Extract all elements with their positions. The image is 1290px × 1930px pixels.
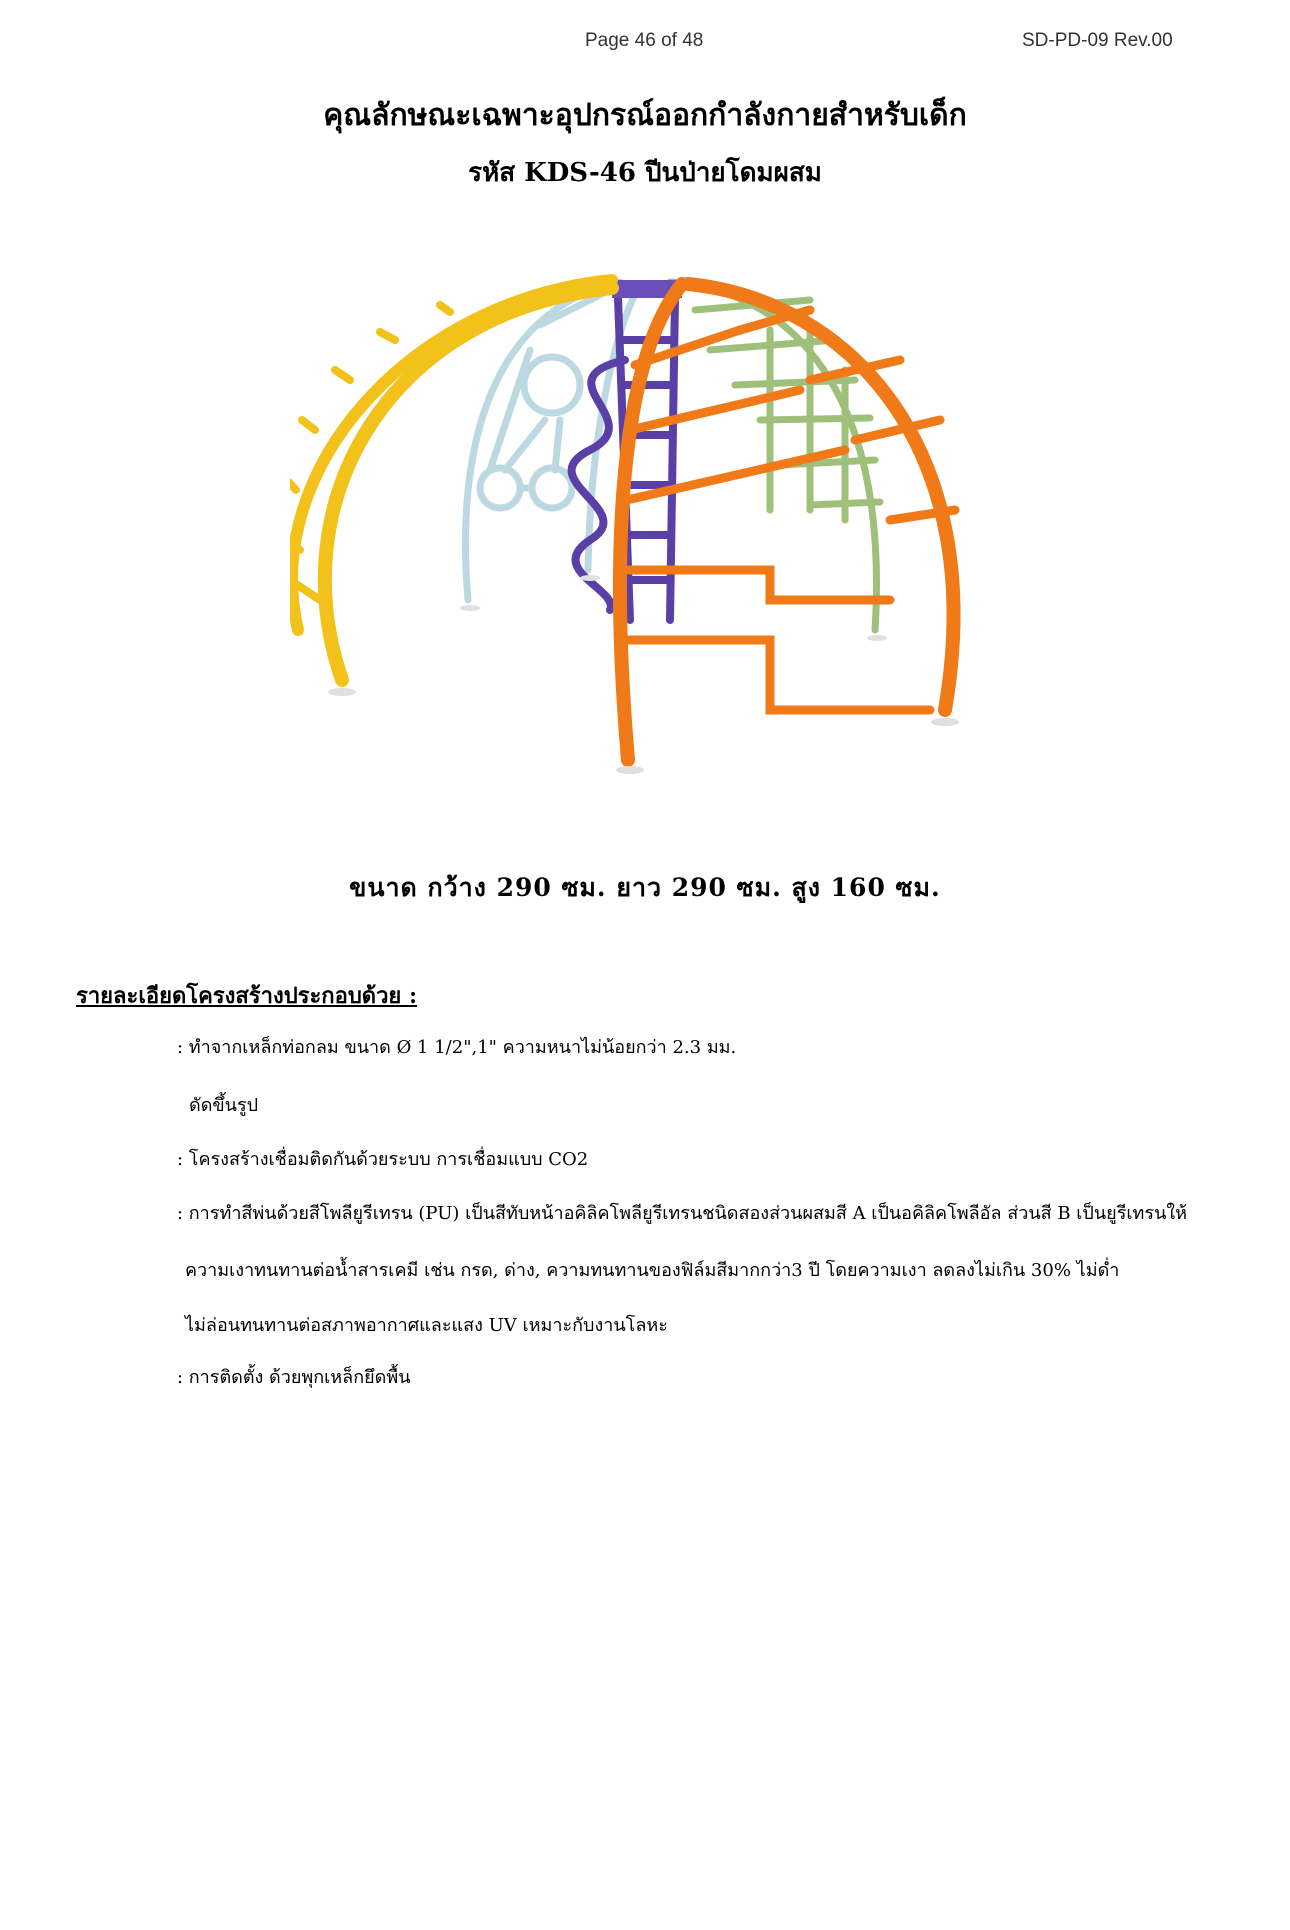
document-code: SD-PD-09 Rev.00: [1022, 30, 1173, 51]
climbing-dome-image: [290, 270, 1010, 790]
detail-line-painting-cont-2: ไม่ล่อนทนทานต่อสภาพอากาศและแสง UV เหมาะกับงานโลหะ: [185, 1315, 668, 1336]
detail-line-painting-cont: ความเงาทนทานต่อน้ำสารเคมี เช่น กรด, ด่าง, ความทนทานของฟิล์มสีมากกว่า3 ปี โดยความเงา ลดลงไม่เกิน 30% ไม่ด่ำ: [185, 1260, 1120, 1281]
green-arch: [670, 282, 880, 630]
detail-line-material: : ทำจากเหล็กท่อกลม ขนาด Ø 1 1/2",1" ความหนาไม่น้อยกว่า 2.3 มม.: [177, 1037, 737, 1058]
yellow-arch: [290, 280, 612, 680]
page-number: Page 46 of 48: [585, 30, 704, 51]
product-code-title: รหัส KDS-46 ปีนป่ายโดมผสม: [468, 158, 822, 188]
base-plates: [328, 575, 959, 774]
detail-line-welding: : โครงสร้างเชื่อมติดกันด้วยระบบ การเชื่อมแบบ CO2: [177, 1149, 589, 1170]
detail-line-bending: ดัดขึ้นรูป: [189, 1095, 259, 1116]
page-title: คุณลักษณะเฉพาะอุปกรณ์ออกกำลังกายสำหรับเด็ก: [323, 98, 967, 133]
dimensions-line: ขนาด กว้าง 290 ซม. ยาว 290 ซม. สูง 160 ซม.: [349, 873, 941, 902]
detail-line-painting: : การทำสีพ่นด้วยสีโพลียูรีเทรน (PU) เป็นสีทับหน้าอคิลิคโพลียูรีเทรนชนิดสองส่วนผสมสี A เป็นอคิลิคโพลีอัล ส่วนสี B เป็นยูรีเทรนให้: [177, 1203, 1188, 1224]
detail-line-installation: : การติดตั้ง ด้วยพุกเหล็กยึดพื้น: [177, 1367, 411, 1388]
structure-details-heading: รายละเอียดโครงสร้างประกอบด้วย :: [76, 983, 418, 1009]
